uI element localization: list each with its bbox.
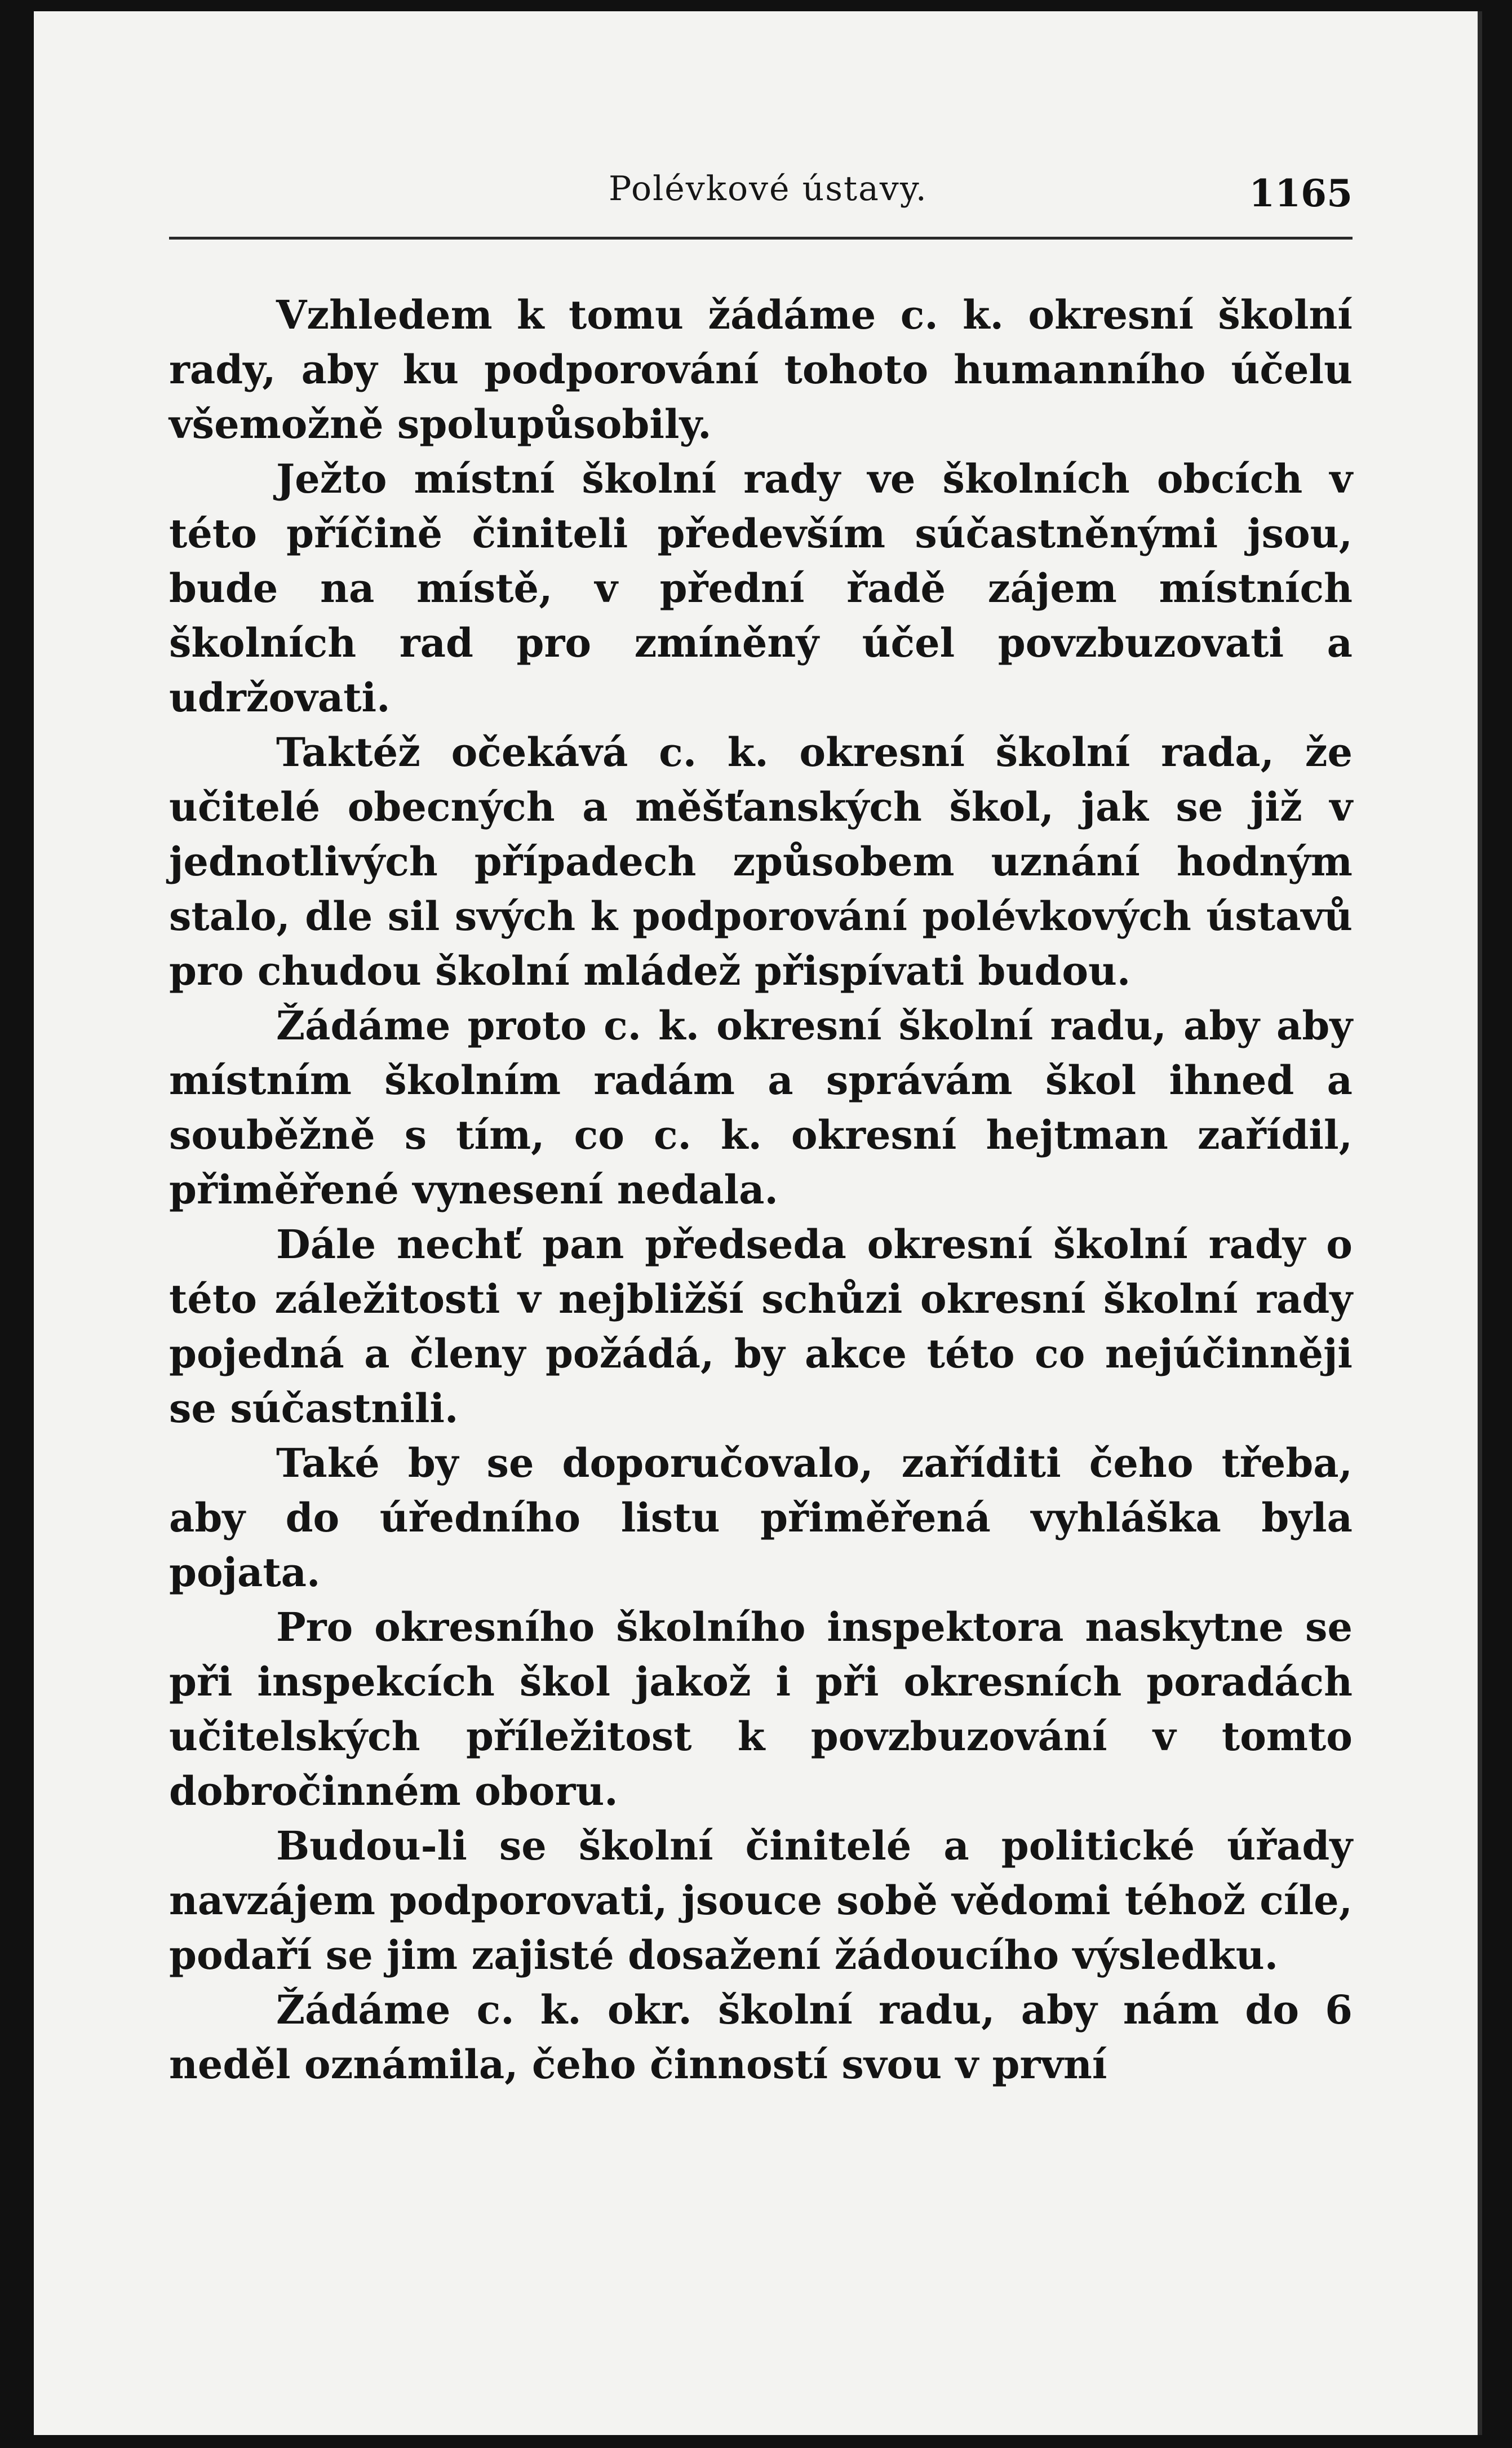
paragraph: Žádáme proto c. k. okresní školní radu, aby aby místním školním radám a správám škol ihned a souběžně s tím, co c. k. okresní hejtman zařídil, přiměřené vynesení nedala. (169, 1002, 1353, 1213)
paragraph: Taktéž očekává c. k. okresní školní rada, že učitelé obecných a měšťanských škol, jak se již v jednotlivých případech způsobem uznání hodným stalo, dle sil svých k podporování polévkových ústavů pro chudou školní mládež přispívati budou. (169, 729, 1353, 994)
page-number: 1165 (1249, 171, 1353, 215)
document-page (34, 11, 1482, 2435)
paragraph: Také by se doporučovalo, zaříditi čeho třeba, aby do úředního listu přiměřená vyhláška byla pojata. (169, 1440, 1353, 1596)
paragraph: Dále nechť pan předseda okresní školní rady o této záležitosti v nejbližší schůzi okresní školní rady pojedná a členy požádá, by akce této co nejúčinněji se súčastnili. (169, 1221, 1353, 1432)
page-header (169, 169, 1353, 220)
paragraph: Vzhledem k tomu žádáme c. k. okresní školní rady, aby ku podporování tohoto humanního účelu všemožně spolupůsobily. (169, 291, 1353, 448)
paragraph: Budou-li se školní činitelé a politické úřady navzájem podporovati, jsouce sobě vědomi téhož cíle, podaří se jim zajisté dosažení žádoucího výsledku. (169, 1822, 1353, 1978)
paragraph: Žádáme c. k. okr. školní radu, aby nám do 6 neděl oznámila, čeho činností svou v první (169, 1986, 1353, 2088)
header-rule (169, 237, 1353, 240)
running-title: Polévkové ústavy. (609, 169, 928, 209)
paragraph: Ježto místní školní rady ve školních obcích v této příčině činiteli především súčastněnými jsou, bude na místě, v přední řadě zájem místních školních rad pro zmíněný účel povzbuzovati a udržovati. (169, 455, 1353, 721)
paragraph: Pro okresního školního inspektora naskytne se při inspekcích škol jakož i při okresních poradách učitelských příležitost k povzbuzování v tomto dobročinném oboru. (169, 1604, 1353, 1814)
body-text (169, 287, 1353, 2092)
